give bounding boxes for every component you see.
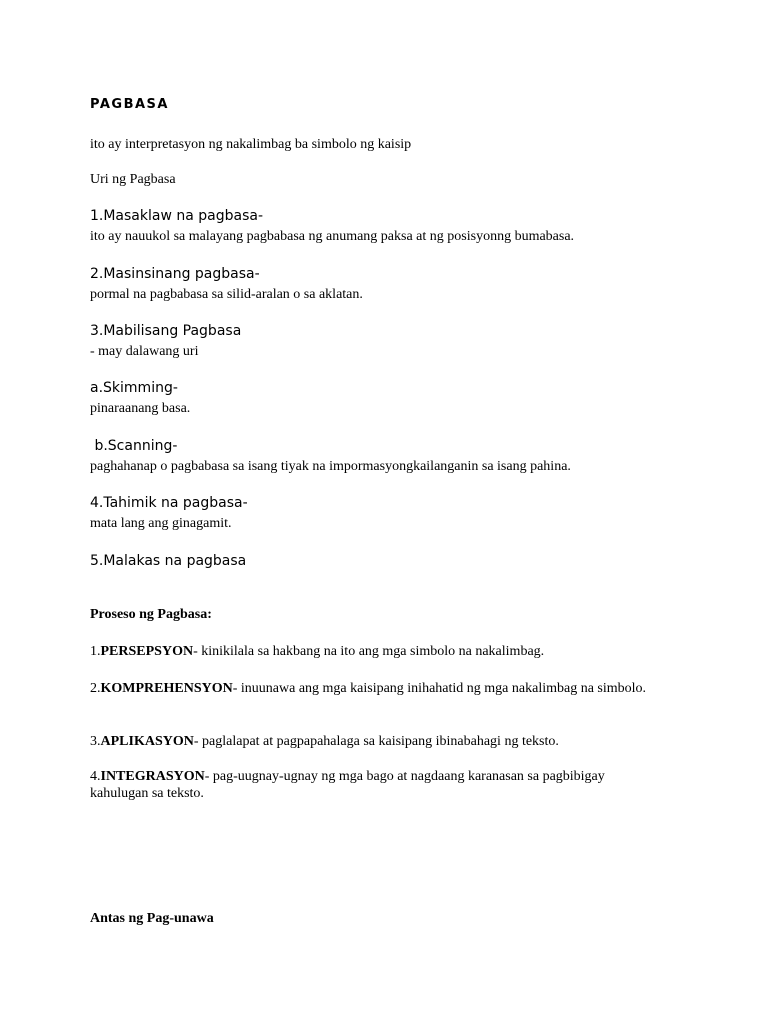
- proseso-item-3: [90, 733, 650, 750]
- proseso-item-1-desc: - kinikilala sa hakbang na ito ang mga simbolo na nakalimbag.: [193, 644, 545, 659]
- proseso-item-2-term: KOMPREHENSYON: [100, 681, 233, 696]
- uri-item-skimming-desc: pinaraanang basa.: [90, 401, 191, 416]
- uri-item-scanning-desc: paghahanap o pagbabasa sa isang tiyak na impormasyongkailanganin sa isang pahina.: [90, 459, 571, 474]
- uri-item-skimming-name: a.Skimming-: [90, 380, 178, 396]
- uri-item-1-desc: ito ay nauukol sa malayang pagbabasa ng anumang paksa at ng posisyonng bumabasa.: [90, 229, 575, 244]
- proseso-heading: Proseso ng Pagbasa:: [90, 607, 212, 622]
- proseso-item-2-desc: - inuunawa ang mga kaisipang inihahatid ng mga nakalimbag na simbolo.: [232, 681, 647, 696]
- proseso-item-1-num: 1.: [90, 644, 101, 659]
- uri-item-4-desc: mata lang ang ginagamit.: [90, 516, 232, 531]
- uri-item-2-name: 2.Masinsinang pagbasa-: [90, 266, 260, 282]
- proseso-item-2-num: 2.: [90, 681, 101, 696]
- proseso-item-1: [90, 643, 650, 660]
- uri-item-scanning-name: b.Scanning-: [90, 438, 178, 454]
- uri-item-2-desc: pormal na pagbabasa sa silid-aralan o sa aklatan.: [90, 287, 363, 302]
- proseso-item-4-desc: - pag-uugnay-ugnay ng mga bago at nagdaang karanasan sa pagbibigay kahulugan sa teksto.: [90, 769, 605, 801]
- proseso-item-1-term: PERSEPSYON: [100, 644, 194, 659]
- proseso-item-4: [90, 768, 650, 802]
- uri-heading: Uri ng Pagbasa: [90, 172, 176, 187]
- definition-text: ito ay interpretasyon ng nakalimbag ba simbolo ng kaisip: [90, 137, 412, 152]
- document-title: PAGBASA: [90, 97, 169, 112]
- uri-item-5-name: 5.Malakas na pagbasa: [90, 553, 247, 569]
- proseso-item-3-num: 3.: [90, 734, 101, 749]
- proseso-item-3-term: APLIKASYON: [100, 734, 194, 749]
- uri-item-4-name: 4.Tahimik na pagbasa-: [90, 495, 248, 511]
- uri-item-3-name: 3.Mabilisang Pagbasa: [90, 323, 242, 339]
- uri-item-3-desc: - may dalawang uri: [90, 344, 199, 359]
- proseso-item-4-num: 4.: [90, 769, 101, 784]
- antas-heading: Antas ng Pag-unawa: [90, 911, 214, 926]
- proseso-item-4-term: INTEGRASYON: [100, 769, 205, 784]
- uri-item-1-name: 1.Masaklaw na pagbasa-: [90, 208, 264, 224]
- proseso-item-3-desc: - paglalapat at pagpapahalaga sa kaisipang ibinabahagi ng teksto.: [193, 734, 559, 749]
- proseso-item-2: [90, 680, 650, 697]
